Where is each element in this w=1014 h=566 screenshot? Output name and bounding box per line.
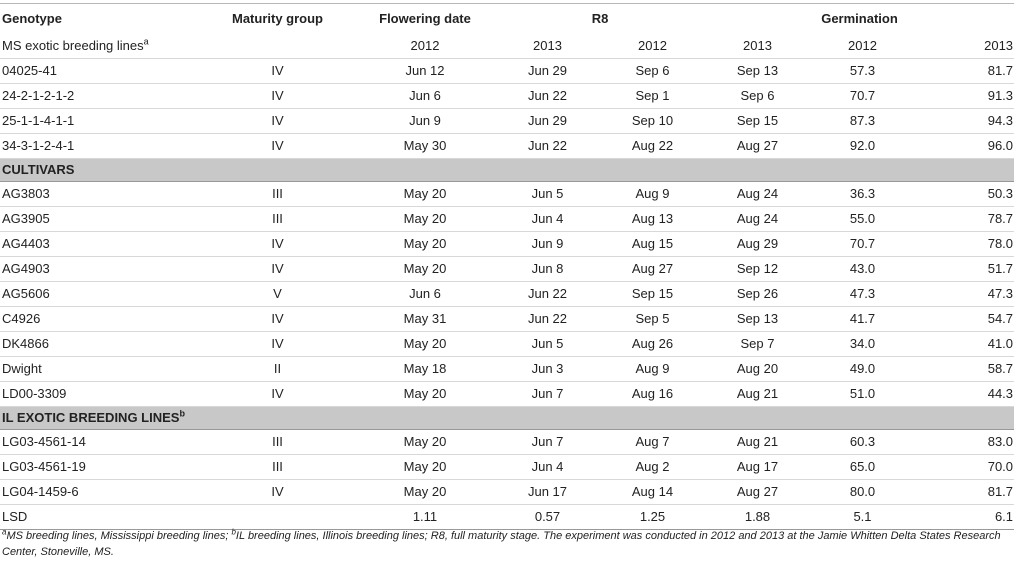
footnote-sup-b: b <box>231 527 236 537</box>
table-cell: Aug 27 <box>705 134 810 159</box>
table-cell: Aug 27 <box>600 257 705 282</box>
table-cell: May 18 <box>355 357 495 382</box>
table-cell: 54.7 <box>915 307 1014 332</box>
table-cell: 55.0 <box>810 207 915 232</box>
header-r8: R8 <box>495 4 705 35</box>
table-cell: II <box>200 357 355 382</box>
table-cell: Sep 26 <box>705 282 810 307</box>
table-cell: Aug 21 <box>705 382 810 407</box>
table-cell: May 20 <box>355 207 495 232</box>
table-cell: 70.0 <box>915 455 1014 480</box>
ms-lines-label-sup: a <box>143 36 149 47</box>
header-genotype: Genotype <box>0 4 200 35</box>
table-cell: Sep 12 <box>705 257 810 282</box>
footnote-text-b: IL breeding lines, Illinois breeding lines; R8, full maturity stage. The experiment was conducted in 2012 and 2013 at the Jamie Whitten Delta States Research Center, Stoneville, MS. <box>2 530 1001 558</box>
table-cell: Jun 4 <box>495 455 600 480</box>
table-cell: Jun 8 <box>495 257 600 282</box>
table-cell: AG4403 <box>0 232 200 257</box>
table-cell: V <box>200 282 355 307</box>
table-cell: Aug 24 <box>705 207 810 232</box>
table-cell: May 31 <box>355 307 495 332</box>
table-cell: May 30 <box>355 134 495 159</box>
table-cell: Aug 29 <box>705 232 810 257</box>
lsd-cell: 5.1 <box>810 505 915 530</box>
table-cell: IV <box>200 59 355 84</box>
table-cell: III <box>200 207 355 232</box>
table-cell: Jun 6 <box>355 84 495 109</box>
table-cell: Sep 6 <box>705 84 810 109</box>
year-cell: 2012 <box>810 34 915 59</box>
year-row <box>0 34 1014 59</box>
table-cell: Aug 22 <box>600 134 705 159</box>
table-cell: 57.3 <box>810 59 915 84</box>
table-cell: May 20 <box>355 257 495 282</box>
table-cell: 41.7 <box>810 307 915 332</box>
table-row <box>0 232 1014 257</box>
table-row <box>0 59 1014 84</box>
table-cell: Aug 16 <box>600 382 705 407</box>
table-cell: 36.3 <box>810 182 915 207</box>
table-cell: AG3905 <box>0 207 200 232</box>
table-cell: Aug 26 <box>600 332 705 357</box>
table-cell: Aug 15 <box>600 232 705 257</box>
year-cell: 2013 <box>495 34 600 59</box>
table-cell: Jun 4 <box>495 207 600 232</box>
table-cell: Jun 22 <box>495 307 600 332</box>
table-cell: Sep 1 <box>600 84 705 109</box>
table-cell: Jun 7 <box>495 382 600 407</box>
header-maturity-group: Maturity group <box>200 4 355 35</box>
table-cell: AG4903 <box>0 257 200 282</box>
table-cell: Sep 13 <box>705 307 810 332</box>
table-footnote <box>2 528 1012 560</box>
table-cell: 50.3 <box>915 182 1014 207</box>
table-cell: IV <box>200 257 355 282</box>
table-cell: 51.7 <box>915 257 1014 282</box>
table-cell: May 20 <box>355 332 495 357</box>
table-cell: IV <box>200 480 355 505</box>
table-cell: IV <box>200 382 355 407</box>
table-cell: May 20 <box>355 382 495 407</box>
table-cell: Jun 5 <box>495 332 600 357</box>
table-row <box>0 357 1014 382</box>
table-cell: Aug 17 <box>705 455 810 480</box>
table-cell: 83.0 <box>915 430 1014 455</box>
table-cell: III <box>200 430 355 455</box>
table-cell: 78.0 <box>915 232 1014 257</box>
table-cell: IV <box>200 84 355 109</box>
table-cell: Dwight <box>0 357 200 382</box>
table-cell: LG03-4561-19 <box>0 455 200 480</box>
table-cell: Jun 22 <box>495 134 600 159</box>
table-cell: 58.7 <box>915 357 1014 382</box>
table-cell: 87.3 <box>810 109 915 134</box>
table-row <box>0 182 1014 207</box>
section-title-text: CULTIVARS <box>2 162 75 177</box>
footnote-text-a: MS breeding lines, Mississippi breeding lines; <box>6 530 232 542</box>
table-cell: Jun 17 <box>495 480 600 505</box>
table-cell: 47.3 <box>915 282 1014 307</box>
table-cell: Aug 13 <box>600 207 705 232</box>
table-cell: Sep 5 <box>600 307 705 332</box>
lsd-cell: 1.25 <box>600 505 705 530</box>
table-row <box>0 84 1014 109</box>
table-cell: Aug 27 <box>705 480 810 505</box>
table-cell: 04025-41 <box>0 59 200 84</box>
table-cell: LG03-4561-14 <box>0 430 200 455</box>
table-cell: Jun 9 <box>355 109 495 134</box>
table-cell: 96.0 <box>915 134 1014 159</box>
table-cell: 41.0 <box>915 332 1014 357</box>
table-cell: 94.3 <box>915 109 1014 134</box>
table-cell: DK4866 <box>0 332 200 357</box>
table-cell: 91.3 <box>915 84 1014 109</box>
lsd-cell: 1.88 <box>705 505 810 530</box>
section-header-row <box>0 159 1014 182</box>
table-row <box>0 134 1014 159</box>
table-row <box>0 382 1014 407</box>
table-cell: III <box>200 182 355 207</box>
table-row <box>0 455 1014 480</box>
table-cell: May 20 <box>355 455 495 480</box>
table-cell: Sep 15 <box>600 282 705 307</box>
lsd-row <box>0 505 1014 530</box>
table-cell: IV <box>200 134 355 159</box>
header-flowering-date: Flowering date <box>355 4 495 35</box>
table-cell: Jun 22 <box>495 282 600 307</box>
table-cell: Aug 2 <box>600 455 705 480</box>
table-cell: 34.0 <box>810 332 915 357</box>
table-cell: May 20 <box>355 232 495 257</box>
table-cell: Jun 12 <box>355 59 495 84</box>
year-cell: 2013 <box>705 34 810 59</box>
table-cell: Jun 6 <box>355 282 495 307</box>
data-table <box>0 3 1014 530</box>
table-cell: Sep 6 <box>600 59 705 84</box>
table-row <box>0 332 1014 357</box>
table-cell: Aug 9 <box>600 182 705 207</box>
footnote-sup-a: a <box>2 527 7 537</box>
lsd-cell: 1.11 <box>355 505 495 530</box>
section-title <box>0 407 1014 430</box>
table-cell: Jun 29 <box>495 109 600 134</box>
section-header-row <box>0 407 1014 430</box>
table-cell: Jun 29 <box>495 59 600 84</box>
table-cell: IV <box>200 232 355 257</box>
table-cell: Aug 20 <box>705 357 810 382</box>
lsd-cell <box>200 505 355 530</box>
table-row <box>0 282 1014 307</box>
table-cell: Jun 22 <box>495 84 600 109</box>
table-row <box>0 430 1014 455</box>
year-cell: 2012 <box>600 34 705 59</box>
table-row <box>0 207 1014 232</box>
table-cell: LG04-1459-6 <box>0 480 200 505</box>
section-title <box>0 159 1014 182</box>
table-cell: Jun 3 <box>495 357 600 382</box>
table-cell: III <box>200 455 355 480</box>
table-cell: 81.7 <box>915 480 1014 505</box>
table-cell: 78.7 <box>915 207 1014 232</box>
table-cell: IV <box>200 307 355 332</box>
table-cell: AG5606 <box>0 282 200 307</box>
table-cell: LD00-3309 <box>0 382 200 407</box>
table-cell: 65.0 <box>810 455 915 480</box>
table-body <box>0 34 1014 530</box>
lsd-cell: 6.1 <box>915 505 1014 530</box>
lsd-cell: 0.57 <box>495 505 600 530</box>
table-cell: Sep 7 <box>705 332 810 357</box>
section-title-sup: b <box>179 408 185 419</box>
ms-lines-label <box>0 34 200 59</box>
header-germination: Germination <box>705 4 1014 35</box>
table-cell: Sep 10 <box>600 109 705 134</box>
table-cell: 43.0 <box>810 257 915 282</box>
table-cell: Aug 9 <box>600 357 705 382</box>
table-cell: 44.3 <box>915 382 1014 407</box>
year-cell: 2012 <box>355 34 495 59</box>
lsd-cell: LSD <box>0 505 200 530</box>
table-cell: 70.7 <box>810 232 915 257</box>
table-cell: May 20 <box>355 430 495 455</box>
table-cell: Jun 9 <box>495 232 600 257</box>
table-cell: 70.7 <box>810 84 915 109</box>
table-cell: Aug 21 <box>705 430 810 455</box>
table-cell: AG3803 <box>0 182 200 207</box>
table-cell: May 20 <box>355 480 495 505</box>
table-cell: Sep 13 <box>705 59 810 84</box>
table-row <box>0 109 1014 134</box>
table-cell: May 20 <box>355 182 495 207</box>
table-cell: 80.0 <box>810 480 915 505</box>
section-title-text: IL EXOTIC BREEDING LINES <box>2 410 180 425</box>
table-cell: 92.0 <box>810 134 915 159</box>
table-cell: 49.0 <box>810 357 915 382</box>
table-row <box>0 307 1014 332</box>
year-cell: 2013 <box>915 34 1014 59</box>
table-cell: Aug 24 <box>705 182 810 207</box>
table-cell: 24-2-1-2-1-2 <box>0 84 200 109</box>
table-cell: 81.7 <box>915 59 1014 84</box>
table-cell: C4926 <box>0 307 200 332</box>
table-cell: IV <box>200 332 355 357</box>
table-cell: Jun 7 <box>495 430 600 455</box>
table-cell: 47.3 <box>810 282 915 307</box>
year-cell-empty <box>200 34 355 59</box>
table-cell: Jun 5 <box>495 182 600 207</box>
header-row <box>0 4 1014 35</box>
table-cell: 34-3-1-2-4-1 <box>0 134 200 159</box>
table-row <box>0 480 1014 505</box>
table-cell: Aug 14 <box>600 480 705 505</box>
ms-lines-label-text: MS exotic breeding lines <box>2 38 144 53</box>
table-cell: IV <box>200 109 355 134</box>
table-cell: Sep 15 <box>705 109 810 134</box>
table-cell: 60.3 <box>810 430 915 455</box>
table-cell: 51.0 <box>810 382 915 407</box>
table-row <box>0 257 1014 282</box>
table-cell: 25-1-1-4-1-1 <box>0 109 200 134</box>
table-cell: Aug 7 <box>600 430 705 455</box>
